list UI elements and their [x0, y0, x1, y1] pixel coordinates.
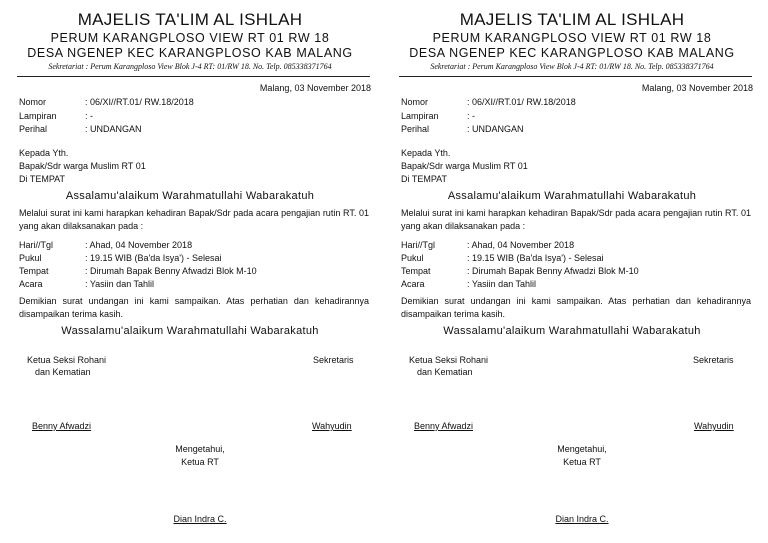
kepada-text: Kepada Yth.	[401, 148, 451, 158]
sig-right-title: Sekretaris	[693, 355, 734, 365]
invitation-letter-left	[15, 0, 377, 543]
mengetahui-text: Mengetahui,	[557, 444, 607, 454]
header-divider	[399, 76, 752, 77]
acara-label: Acara	[19, 279, 43, 289]
lampiran-label: Lampiran	[401, 111, 439, 121]
lampiran-value: : -	[467, 111, 475, 121]
greeting: Assalamu'alaikum Warahmatullahi Wabarakatuh	[447, 190, 697, 202]
pukul-label: Pukul	[19, 253, 42, 263]
secretariat-line: Sekretariat : Perum Karangploso View Blok J-4 RT: 01/RW 18. No. Telp. 085338371764	[48, 62, 332, 71]
intro-paragraph: Melalui surat ini kami harapkan kehadiran Bapak/Sdr pada acara pengajian rutin RT. 01 yang akan dilaksanakan pada :	[19, 208, 369, 231]
letter-address-line1: PERUM KARANGPLOSO VIEW RT 01 RW 18	[50, 31, 330, 45]
letter-title: MAJELIS TA'LIM AL ISHLAH	[77, 10, 303, 29]
letter-address-line2: DESA NGENEP KEC KARANGPLOSO KAB MALANG	[27, 46, 353, 60]
closing-paragraph: Demikian surat undangan ini kami sampaikan. Atas perhatian dan kehadirannya disampaikan terima kasih.	[401, 296, 751, 319]
perihal-value: : UNDANGAN	[85, 124, 142, 134]
acara-value: : Yasiin dan Tahlil	[467, 279, 537, 289]
perihal-value: : UNDANGAN	[467, 124, 524, 134]
tempat-label: Tempat	[19, 266, 49, 276]
hari-label: Hari//Tgl	[19, 240, 54, 250]
recipient-text: Bapak/Sdr warga Muslim RT 01	[401, 161, 528, 171]
closing-paragraph: Demikian surat undangan ini kami sampaikan. Atas perhatian dan kehadirannya disampaikan terima kasih.	[19, 296, 369, 319]
letter-date: Malang, 03 November 2018	[259, 83, 371, 93]
perihal-label: Perihal	[401, 124, 430, 134]
location-text: Di TEMPAT	[19, 174, 66, 184]
letter-date: Malang, 03 November 2018	[641, 83, 753, 93]
mengetahui-text: Mengetahui,	[175, 444, 225, 454]
sig-left-title-line2: dan Kematian	[417, 367, 473, 377]
sig-right-name: Wahyudin	[694, 421, 734, 431]
recipient-text: Bapak/Sdr warga Muslim RT 01	[19, 161, 146, 171]
location-text: Di TEMPAT	[401, 174, 448, 184]
lampiran-value: : -	[85, 111, 93, 121]
acara-value: : Yasiin dan Tahlil	[85, 279, 155, 289]
sig-right-name: Wahyudin	[312, 421, 352, 431]
intro-paragraph: Melalui surat ini kami harapkan kehadiran Bapak/Sdr pada acara pengajian rutin RT. 01 yang akan dilaksanakan pada :	[401, 208, 751, 231]
sig-right-title: Sekretaris	[313, 355, 354, 365]
ketua-rt-name: Dian Indra C.	[555, 514, 609, 524]
nomor-label: Nomor	[19, 97, 47, 107]
acara-label: Acara	[401, 279, 425, 289]
sig-left-title-line2: dan Kematian	[35, 367, 91, 377]
sig-left-title-line1: Ketua Seksi Rohani	[409, 355, 489, 365]
secretariat-line: Sekretariat : Perum Karangploso View Blok J-4 RT: 01/RW 18. No. Telp. 085338371764	[430, 62, 714, 71]
pukul-label: Pukul	[401, 253, 424, 263]
letter-address-line1: PERUM KARANGPLOSO VIEW RT 01 RW 18	[432, 31, 712, 45]
hari-value: : Ahad, 04 November 2018	[85, 240, 193, 250]
farewell: Wassalamu'alaikum Warahmatullahi Wabarakatuh	[443, 325, 701, 337]
ketua-rt-title: Ketua RT	[563, 457, 601, 467]
nomor-value: : 06/XI//RT.01/ RW.18/2018	[85, 97, 194, 107]
nomor-value: : 06/XI//RT.01/ RW.18/2018	[467, 97, 576, 107]
invitation-letter-right	[397, 0, 759, 543]
pukul-value: : 19.15 WIB (Ba'da Isya') - Selesai	[467, 253, 604, 263]
pukul-value: : 19.15 WIB (Ba'da Isya') - Selesai	[85, 253, 222, 263]
letter-title: MAJELIS TA'LIM AL ISHLAH	[459, 10, 685, 29]
farewell: Wassalamu'alaikum Warahmatullahi Wabarakatuh	[61, 325, 319, 337]
sig-left-name: Benny Afwadzi	[414, 421, 474, 431]
tempat-value: : Dirumah Bapak Benny Afwadzi Blok M-10	[467, 266, 639, 276]
hari-label: Hari//Tgl	[401, 240, 436, 250]
sig-left-title-line1: Ketua Seksi Rohani	[27, 355, 107, 365]
nomor-label: Nomor	[401, 97, 429, 107]
sig-left-name: Benny Afwadzi	[32, 421, 92, 431]
ketua-rt-name: Dian Indra C.	[173, 514, 227, 524]
ketua-rt-title: Ketua RT	[181, 457, 219, 467]
lampiran-label: Lampiran	[19, 111, 57, 121]
kepada-text: Kepada Yth.	[19, 148, 69, 158]
greeting: Assalamu'alaikum Warahmatullahi Wabarakatuh	[65, 190, 315, 202]
tempat-label: Tempat	[401, 266, 431, 276]
tempat-value: : Dirumah Bapak Benny Afwadzi Blok M-10	[85, 266, 257, 276]
letter-address-line2: DESA NGENEP KEC KARANGPLOSO KAB MALANG	[409, 46, 735, 60]
perihal-label: Perihal	[19, 124, 48, 134]
header-divider	[17, 76, 370, 77]
hari-value: : Ahad, 04 November 2018	[467, 240, 575, 250]
